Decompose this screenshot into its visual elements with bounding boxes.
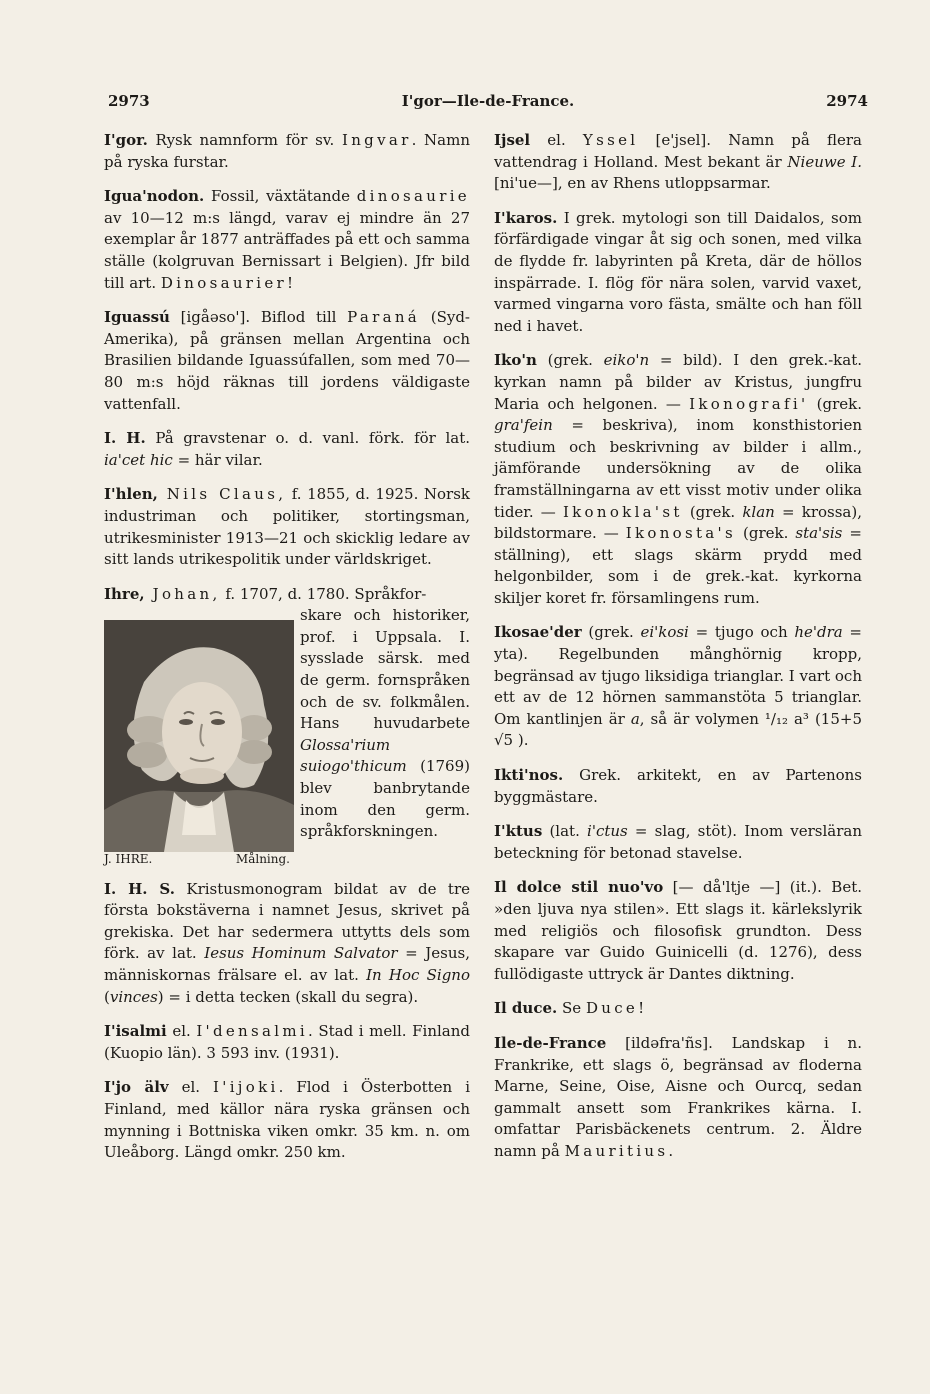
cross-reference: Ikonografi' [689, 394, 809, 413]
headword: Iko'n [494, 351, 537, 370]
entry-ikon: Iko'n (grek. eiko'n = bild). I den grek.-kat. kyrkan namn på bilder av Kristus, jungfru Maria och helgonen. — Ikonografi' (grek. gra'fein = beskriva), inom konsthistorien studium och beskrivning av bilder i allm., jämförande undersökning av de olika framställningarna av ett visst motiv under olika tider. — Ikonokla'st (grek. klan = krossa), bildstormare. — Ikonosta's (grek. sta'sis = ställning), ett slags skärm prydd med helgonbilder, som i de grek.-kat. kyrkorna skiljer koret fr. församlingens rum. [494, 351, 863, 607]
entry-il-duce: Il duce. Se Duce! [494, 999, 645, 1018]
running-title: I'gor—Ile-de-France. [401, 92, 575, 110]
headword: I'jo älv [104, 1078, 169, 1097]
headword: Ihre, [104, 584, 145, 603]
cross-reference: Ikonosta's [625, 524, 736, 543]
headword: Ikti'nos. [494, 766, 564, 785]
volume-formula: ¹/₁₂ a³ (15+5 √5 ). [494, 709, 862, 750]
left-column [104, 130, 470, 1177]
headword: Il dolce stil nuo'vo [494, 878, 664, 897]
entry-ihlen: I'hlen, Nils Claus, f. 1855, d. 1925. Norsk industriman och politiker, stortingsman, utrikesminister 1913—21 och skicklig ledare av sitt lands utrikespolitik under världskriget. [104, 485, 470, 569]
cross-reference: Duce [585, 999, 639, 1018]
entry-ijsel: Ijsel el. Yssel [e'jsel]. Namn på flera vattendrag i Holland. Mest bekant är Nieuwe I. [ni'ue—], en av Rhens utloppsarmar. [494, 131, 863, 193]
right-column [494, 130, 862, 1176]
entry-ikosaeder: Ikosae'der (grek. ei'kosi = tjugo och he'dra = yta). Regelbunden månghörnig kropp, begränsad av tjugo liksidiga trianglar. I vart och ett av de 12 hörnen sammanstöta 5 trianglar. Om kantlinjen är a, så är volymen ¹/₁₂ a³ (15+5 √5 ). [494, 623, 862, 750]
person-name: Nils Claus, [157, 485, 287, 504]
caption-medium: Målning. [235, 851, 290, 866]
headword: I'ktus [494, 822, 543, 841]
headword: Ijsel [494, 131, 531, 149]
headword: I'karos. [494, 208, 558, 227]
person-name: Johan, [144, 584, 221, 603]
entry-iktinos: Ikti'nos. Grek. arkitekt, en av Partenons byggmästare. [494, 766, 862, 806]
cross-reference: Dinosaurier [160, 273, 288, 292]
entry-ijo: I'jo älv el. I'ijoki. Flod i Österbotten i Finland, med källor nära ryska gränsen och mynning i Bottniska viken omkr. 35 km. n. om Uleåborg. Längd omkr. 250 km. [104, 1078, 470, 1162]
entry-iguassu: Iguassú [igåəso']. Biflod till Paraná (Syd-Amerika), på gränsen mellan Argentina och Brasilien bildande Iguassúfallen, som med 70—80 m:s höjd räknas till jordens väldigaste vattenfall. [104, 308, 470, 413]
page-number-right: 2974 [826, 92, 868, 110]
headword: Ikosae'der [494, 623, 582, 642]
cross-reference: Yssel [582, 131, 639, 149]
cross-reference: Paraná [347, 308, 421, 327]
entry-iisalmi: I'isalmi el. I'densalmi. Stad i mell. Finland (Kuopio län). 3 593 inv. (1931). [104, 1022, 470, 1062]
entry-ih: I. H. På gravstenar o. d. vanl. förk. för lat. ia'cet hic = här vilar. [104, 429, 470, 469]
cross-reference: I'densalmi [196, 1022, 308, 1041]
headword: I. H. [104, 429, 146, 448]
entry-il-dolce-stil-nuovo: Il dolce stil nuo'vo [— då'ltje —] (it.). Bet. »den ljuva nya stilen». Ett slags it. kärlekslyrik med religiös och filosofisk grundton. Dess skapare var Guido Guinicelli (d. 1276), dess fullödigaste uttryck är Dantes diktning. [494, 878, 862, 983]
headword: I'hlen, [104, 485, 158, 504]
headword: I'isalmi [104, 1022, 167, 1041]
cross-reference: dinosaurie [356, 187, 470, 206]
cross-reference: Mauritius [564, 1141, 669, 1160]
cross-reference: Ikonokla'st [562, 502, 683, 521]
entry-ihs: I. H. S. Kristusmonogram bildat av de tre första bokstäverna i namnet Jesus, skrivet på grekiska. Det har sedermera uttytts dels som förk. av lat. Iesus Hominum Salvator = Jesus, människornas frälsare el. av lat. In Hoc Signo (vinces) = i detta tecken (skall du segra). [104, 879, 471, 1006]
caption-name: J. IHRE. [104, 851, 153, 866]
cross-reference: I'ijoki [213, 1078, 279, 1097]
entry-ile-de-france: Ile-de-France [ildəfra'ñs]. Landskap i n. Frankrike, ett slags ö, begränsad av floderna Marne, Seine, Oise, Aisne och Ourcq, sedan gammalt ansett som Frankrikes kärna. I. omfattar Parisbäckenets centrum. 2. Äldre namn på Mauritius. [494, 1033, 862, 1160]
page-number-left: 2973 [108, 92, 150, 110]
headword: Iguassú [104, 308, 170, 327]
entry-ikaros: I'karos. I grek. mytologi son till Daidalos, som förfärdigade vingar åt sig och sonen, med vilka de flydde fr. labyrinten på Kreta, där de höllos inspärrade. I. flög för nära solen, varvid vaxet, varmed vingarna voro fästa, smälte och han föll ned i havet. [494, 208, 862, 335]
headword: Il duce. [494, 999, 558, 1018]
entry-iktus: I'ktus (lat. i'ctus = slag, stöt). Inom versläran beteckning för betonad stavelse. [494, 822, 862, 862]
cross-reference: Ingvar [342, 131, 412, 149]
entry-iguanodon: Igua'nodon. Fossil, växtätande dinosaurie av 10—12 m:s längd, varav ej mindre än 27 exemplar år 1877 anträffades på ett och samma ställe (kolgruvan Bernissart i Belgien). Jfr bild till art. Dinosaurier! [104, 187, 470, 292]
entry-ihre: Ihre, Johan, f. 1707, d. 1780. Språkfor- skare och historiker, prof. i Uppsala. I. sysslade särsk. med de germ. fornspråken och de sv. folkmålen. Hans huvudarbete Glossa'rium suiogo'thicum (1769) blev banbrytande inom den germ. språkforskningen. J. IHRE. Målning. [104, 584, 470, 866]
page-header [108, 92, 868, 114]
headword: I. H. S. [104, 879, 175, 898]
headword: Ile-de-France [494, 1033, 607, 1052]
headword: Igua'nodon. [104, 187, 205, 206]
entry-igor: I'gor. Rysk namnform för sv. Ingvar. Namn på ryska furstar. [104, 131, 470, 171]
portrait-image [104, 620, 294, 852]
headword: I'gor. [104, 131, 148, 149]
